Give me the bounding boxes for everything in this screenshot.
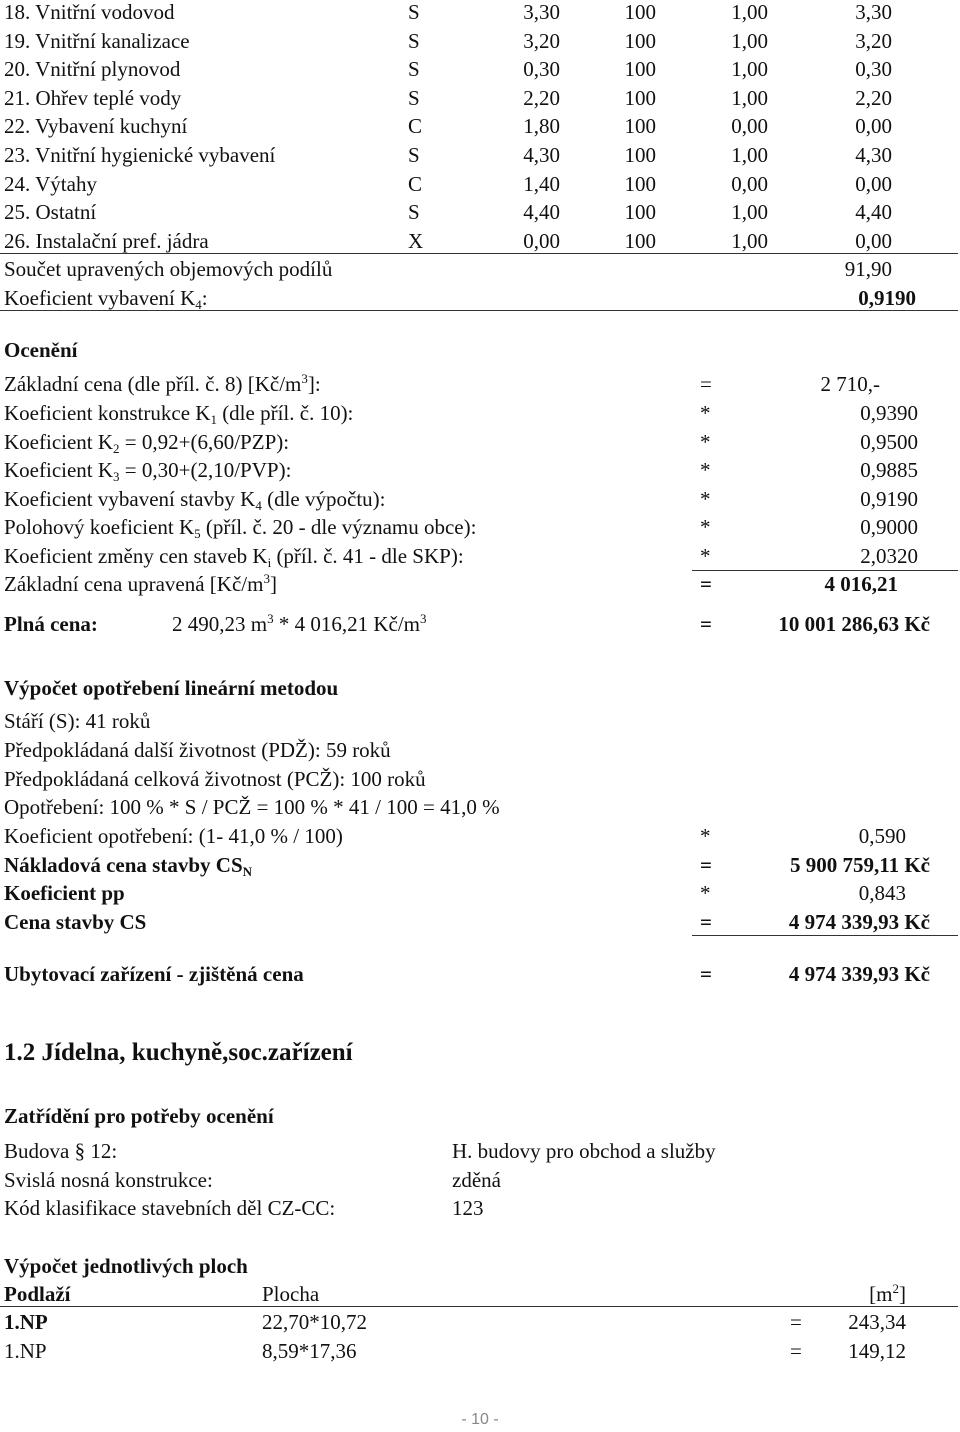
coefficient-k1-value: 0,9390 [860, 401, 918, 425]
section-title: 1.2 Jídelna, kuchyně,soc.zařízení [4, 1039, 353, 1066]
property-value: zděná [452, 1167, 501, 1192]
areas-header-unit: $[m^2]$ [869, 1281, 906, 1306]
coefficient-k3-label: Koeficient $K_3 = 0,30+(2,10/PVP)$: [4, 458, 292, 485]
cost-price-value: 5 900 759,11 Kč [790, 853, 930, 877]
equipment-percent: 100 [624, 28, 656, 53]
coefficient-k2-label: Koeficient $K_2 = 0,92+(6,60/PZP)$: [4, 429, 290, 456]
equipment-share: 0,00 [523, 228, 560, 253]
total-life-line: Předpokládaná celková životnost (PCŽ): 100 roků [4, 767, 426, 791]
equipment-code: S [408, 200, 420, 225]
cost-price-op: = [700, 853, 712, 877]
divider [0, 310, 958, 311]
equipment-share: 3,20 [523, 28, 560, 53]
area-value: 243,34 [848, 1310, 906, 1334]
base-price-op: = [700, 372, 712, 396]
depreciation-heading: Výpočet opotřebení lineární metodou [4, 676, 339, 700]
wear-coef-op: * [700, 824, 711, 848]
area-op: = [790, 1339, 802, 1363]
equipment-adjusted: 2,20 [855, 85, 892, 110]
equipment-adjusted: 0,30 [855, 57, 892, 82]
equipment-name: 20. Vnitřní plynovod [4, 57, 181, 82]
full-price-calc: 2 490,23 $m^3 * 4$ 016,21 $Kč/m^3$ [172, 611, 427, 636]
coefficient-k5-op: * [700, 515, 711, 540]
equipment-name: 21. Ohřev teplé vody [4, 85, 182, 110]
coefficient-k4-op: * [700, 486, 711, 511]
cs-op: = [700, 910, 712, 934]
equipment-adjusted: 0,00 [855, 114, 892, 139]
kpp-op: * [700, 881, 711, 905]
divider [0, 1306, 958, 1307]
equipment-factor: 1,00 [731, 28, 768, 53]
adjusted-price-label: Základní cena upravená $[Kč/m^3]$ [4, 571, 277, 596]
equipment-percent: 100 [624, 57, 656, 82]
kpp-label: Koeficient pp [4, 881, 125, 905]
equipment-code: C [408, 171, 423, 196]
coefficient-ki-label: Koeficient změny cen staveb $K_i$ (příl. č. 41 - dle SKP): [4, 544, 464, 570]
coefficient-k1-label: Koeficient konstrukce $K_1$ (dle příl. č. 10): [4, 401, 354, 427]
coefficient-k1-op: * [700, 401, 711, 425]
equipment-percent: 100 [624, 114, 656, 139]
equipment-name: 24. Výtahy [4, 171, 97, 196]
area-calc: 8,59*17,36 [262, 1339, 357, 1363]
adjusted-price-op: = [700, 572, 712, 596]
sum-label: Součet upravených objemových podílů [4, 257, 333, 281]
area-calc: 22,70*10,72 [262, 1310, 367, 1334]
equipment-factor: 0,00 [731, 171, 768, 196]
k4-summary-label: Koeficient vybavení $K_4$: [4, 286, 208, 312]
equipment-factor: 1,00 [731, 85, 768, 110]
valuation-heading: Ocenění [4, 338, 78, 362]
equipment-name: 25. Ostatní [4, 200, 97, 225]
equipment-code: C [408, 114, 423, 139]
equipment-factor: 1,00 [731, 228, 768, 253]
equipment-name: 18. Vnitřní vodovod [4, 0, 175, 24]
remaining-life-line: Předpokládaná další životnost (PDŽ): 59 roků [4, 738, 391, 762]
property-label: Svislá nosná konstrukce: [4, 1167, 213, 1192]
equipment-share: 1,80 [523, 114, 560, 139]
age-line: Stáří (S): 41 roků [4, 709, 151, 733]
full-price-label: Plná cena: [4, 612, 98, 636]
coefficient-k2-op: * [700, 429, 711, 454]
coefficient-k3-op: * [700, 458, 711, 483]
equipment-name: 23. Vnitřní hygienické vybavení [4, 143, 276, 167]
coefficient-k4-value: 0,9190 [860, 486, 918, 511]
equipment-name: 22. Vybavení kuchyní [4, 114, 188, 139]
accommodation-op: = [700, 962, 712, 986]
wear-coef-label: Koeficient opotřebení: (1- 41,0 % / 100) [4, 824, 343, 848]
equipment-share: 4,30 [523, 143, 560, 167]
kpp-value: 0,843 [858, 881, 906, 905]
property-value: 123 [452, 1196, 484, 1221]
equipment-factor: 1,00 [731, 0, 768, 24]
equipment-percent: 100 [624, 143, 656, 167]
equipment-adjusted: 0,00 [855, 171, 892, 196]
accommodation-value: 4 974 339,93 Kč [788, 962, 930, 986]
property-label: Kód klasifikace stavebních děl CZ-CC: [4, 1196, 336, 1221]
property-label: Budova § 12: [4, 1139, 118, 1163]
equipment-percent: 100 [624, 85, 656, 110]
cost-price-label: Nákladová cena stavby $CS_N$ [4, 853, 253, 879]
area-floor: 1.NP [4, 1339, 47, 1363]
property-value: H. budovy pro obchod a služby [452, 1139, 716, 1163]
adjusted-price-value: 4 016,21 [824, 572, 898, 596]
equipment-code: S [408, 28, 420, 53]
area-value: 149,12 [848, 1339, 906, 1363]
equipment-name: 19. Vnitřní kanalizace [4, 28, 190, 53]
coefficient-k5-label: Polohový koeficient $K_5$ (příl. č. 20 - dle významu obce): [4, 515, 477, 542]
equipment-adjusted: 3,20 [855, 28, 892, 53]
coefficient-k5-value: 0,9000 [860, 515, 918, 540]
sum-value: 91,90 [844, 257, 892, 281]
equipment-code: X [408, 228, 424, 253]
cs-label: Cena stavby CS [4, 910, 147, 934]
equipment-share: 1,40 [523, 171, 560, 196]
coefficient-ki-value: 2,0320 [860, 544, 918, 568]
divider [692, 935, 958, 936]
equipment-code: S [408, 0, 420, 24]
equipment-share: 2,20 [523, 85, 560, 110]
equipment-name: 26. Instalační pref. jádra [4, 228, 209, 253]
base-price-label: Základní cena (dle příl. č. 8) $[Kč/m^3]$: [4, 371, 321, 396]
classification-heading: Zatřídění pro potřeby ocenění [4, 1104, 274, 1128]
coefficient-ki-op: * [700, 544, 711, 568]
equipment-adjusted: 3,30 [855, 0, 892, 24]
equipment-factor: 1,00 [731, 200, 768, 225]
equipment-code: S [408, 143, 420, 167]
k4-summary-value: 0,9190 [858, 286, 916, 310]
coefficient-k3-value: 0,9885 [860, 458, 918, 483]
equipment-adjusted: 0,00 [855, 228, 892, 253]
coefficient-k4-label: Koeficient vybavení stavby $K_4$ (dle výpočtu): [4, 486, 386, 513]
accommodation-label: Ubytovací zařízení - zjištěná cena [4, 962, 304, 986]
areas-header-area: Plocha [262, 1282, 320, 1306]
equipment-code: S [408, 57, 420, 82]
areas-heading: Výpočet jednotlivých ploch [4, 1254, 248, 1278]
equipment-factor: 0,00 [731, 114, 768, 139]
wear-line: Opotřebení: 100 % * S / PCŽ = 100 % * 41 / 100 = 41,0 % [4, 795, 500, 819]
equipment-percent: 100 [624, 171, 656, 196]
area-op: = [790, 1310, 802, 1334]
base-price-value: 2 710,- [820, 372, 880, 396]
equipment-percent: 100 [624, 0, 656, 24]
equipment-adjusted: 4,30 [855, 143, 892, 167]
divider [0, 253, 958, 254]
equipment-share: 3,30 [523, 0, 560, 24]
divider [692, 570, 958, 571]
cs-value: 4 974 339,93 Kč [788, 910, 930, 934]
coefficient-k2-value: 0,9500 [860, 429, 918, 454]
equipment-adjusted: 4,40 [855, 200, 892, 225]
area-floor: 1.NP [4, 1310, 48, 1334]
wear-coef-value: 0,590 [858, 824, 906, 848]
full-price-op: = [700, 612, 712, 636]
equipment-code: S [408, 85, 420, 110]
equipment-percent: 100 [624, 228, 656, 253]
equipment-factor: 1,00 [731, 143, 768, 167]
equipment-share: 4,40 [523, 200, 560, 225]
equipment-share: 0,30 [523, 57, 560, 82]
equipment-percent: 100 [624, 200, 656, 225]
areas-header-floor: Podlaží [4, 1282, 71, 1306]
equipment-factor: 1,00 [731, 57, 768, 82]
full-price-value: 10 001 286,63 Kč [778, 612, 930, 636]
page-number: - 10 - [461, 1411, 499, 1428]
